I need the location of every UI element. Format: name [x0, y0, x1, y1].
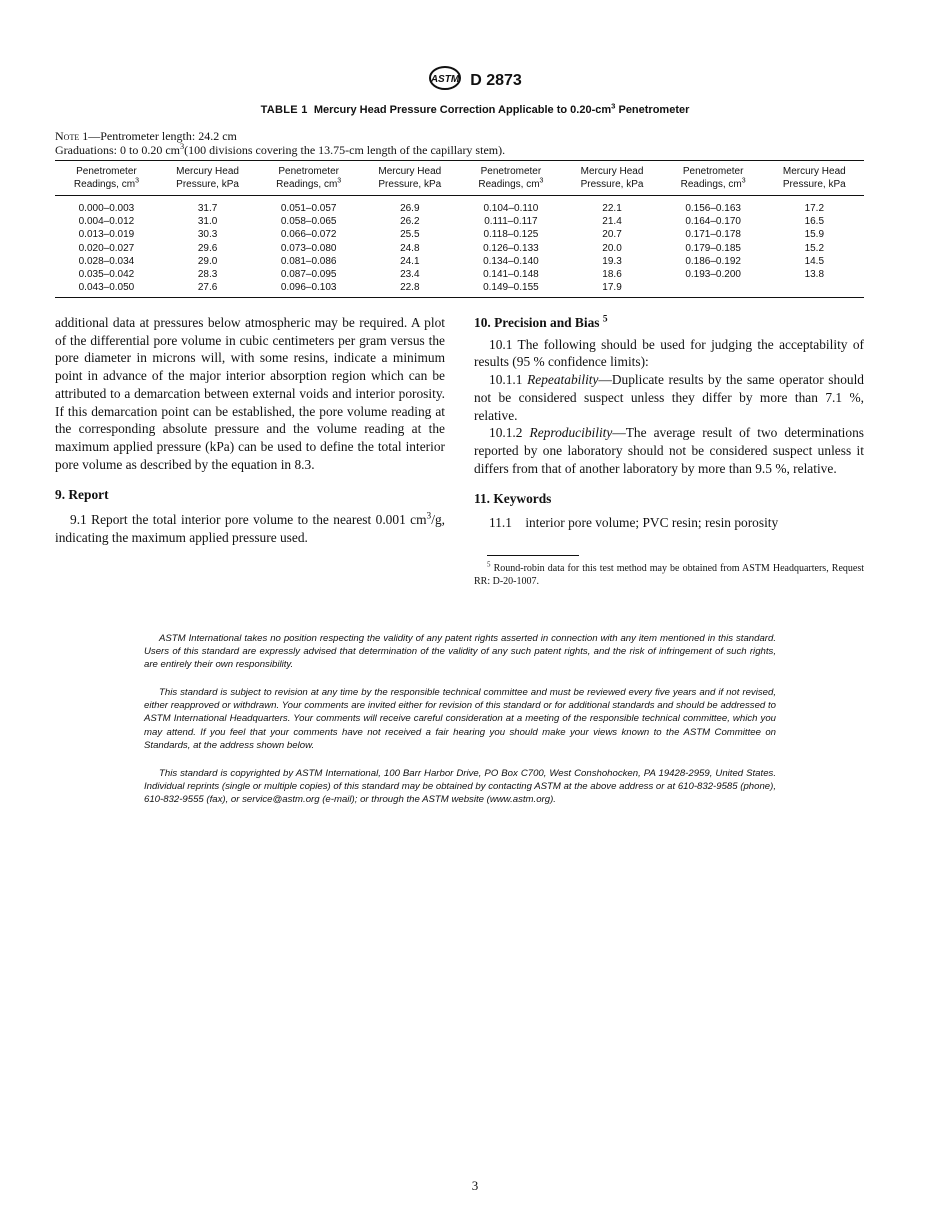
- table-cell: 0.028–0.034: [78, 255, 135, 267]
- table-cell: 0.126–0.133: [483, 242, 539, 254]
- mercury-head-table: [55, 160, 864, 298]
- table-cell: 0.020–0.027: [78, 242, 135, 254]
- table-cell: 0.186–0.192: [685, 255, 741, 267]
- table-cell: 13.8: [804, 269, 825, 281]
- table-cell: 25.5: [400, 229, 420, 241]
- table-cell: 0.058–0.065: [280, 216, 337, 228]
- table-title: TABLE 1 Mercury Head Pressure Correction Applicable to $0.20-cm^3$ Penetrometer: [260, 101, 690, 116]
- table-cell: 20.0: [602, 242, 622, 254]
- table-cell: 15.9: [804, 229, 825, 241]
- table-column-header: Mercury Head Pressure, kPa: [782, 166, 846, 190]
- paragraph-11-1: 11.1 interior pore volume; PVC resin; resin porosity: [489, 515, 779, 531]
- table-column-header: Mercury Head Pressure, kPa: [580, 166, 644, 190]
- table-column-header: Mercury Head Pressure, kPa: [176, 166, 239, 190]
- table-cell: 0.156–0.163: [685, 203, 741, 214]
- table-cell: 17.9: [602, 282, 622, 294]
- table-cell: 18.6: [602, 269, 622, 281]
- table-cell: 0.193–0.200: [685, 269, 741, 281]
- table-cell: 0.004–0.012: [78, 216, 135, 228]
- table-cell: 0.000–0.003: [78, 203, 135, 214]
- table-cell: 27.6: [197, 282, 218, 294]
- page-number: 3: [471, 1178, 479, 1193]
- table-cell: 0.013–0.019: [78, 229, 135, 241]
- section-9-heading: 9. Report: [55, 487, 109, 503]
- disclaimer-revision: This standard is subject to revision at any time by the responsible technical committee and must be reviewed every five years and if not revised, either reapproved or withdrawn. Your comments are invited either for revision of this standard or for additional standards and should be addressed to ASTM International Headquarters. Your comments will receive careful consideration at a meeting of the responsible technical committee, which you may attend. If you feel that your comments have not received a fair hearing you should make your views known to the ASTM Committee on Standards, at the address shown below.: [144, 687, 776, 751]
- table-cell: 20.7: [602, 229, 622, 241]
- paragraph-10-1-1: 10.1.1 Repeatability—Duplicate results by the same operator should not be considered suspect unless they differ by more than 7.1 %, relative.: [474, 372, 864, 423]
- table-cell: 0.111–0.117: [484, 216, 538, 228]
- table-cell: 0.073–0.080: [280, 242, 337, 254]
- table-cell: 0.149–0.155: [483, 282, 539, 294]
- right-column: [474, 314, 864, 588]
- table-cell: 22.8: [400, 282, 420, 294]
- table-cell: 23.4: [400, 269, 420, 281]
- table-cell: 0.164–0.170: [685, 216, 741, 228]
- table-cell: 26.9: [400, 203, 420, 214]
- table-cell: 22.1: [602, 203, 622, 214]
- table-cell: 0.096–0.103: [280, 282, 337, 294]
- table-cell: 17.2: [804, 203, 825, 214]
- table-cell: 0.104–0.110: [483, 203, 539, 214]
- table-row: [55, 228, 864, 241]
- table-row: [55, 215, 864, 228]
- disclaimer-patent: ASTM International takes no position respecting the validity of any patent rights asserted in connection with any item mentioned in this standard. Users of this standard are expressly advised that determination of the validity of any such patent rights, and the risk of infringement of such rights, are entirely their own responsibility.: [144, 633, 776, 671]
- disclaimer-copyright: This standard is copyrighted by ASTM International, 100 Barr Harbor Drive, PO Box C700, West Conshohocken, PA 19428-2959, United States. Individual reprints (single or multiple copies) of this standard may be obtained by contacting ASTM at the above address or at 610-832-9585 (phone), 610-832-9555 (fax), or service@astm.org (e-mail); or through the ASTM website (www.astm.org).: [144, 767, 776, 805]
- table-cell: 19.3: [602, 255, 622, 267]
- table-column-header: Penetrometer Readings, $cm^3$: [276, 166, 342, 190]
- table-cell: 0.051–0.057: [280, 203, 337, 214]
- graduations-note: Graduations: 0 to 0.20 $cm^3(100$ divisions covering the 13.75-cm length of the capillary stem).: [55, 142, 506, 157]
- table-cell: 0.043–0.050: [78, 282, 135, 294]
- astm-logo-icon: [428, 66, 462, 95]
- section-8-continuation: additional data at pressures below atmospheric may be required. A plot of the differential pore volume in cubic centimeters per gram versus the pore diameter in microns will, with some resins, indicate a minimum point in advance of the major interior absorption region which can be attributed to a demarcation between external voids and interior porosity. If this demarcation point can be established, the pore volume reading at the corresponding absolute pressure and the volume reading at the maximum applied pressure (kPa) can be used to define the total interior pore volume as described by the equation in 8.3.: [55, 315, 445, 472]
- table-cell: 15.2: [804, 242, 825, 254]
- section-10-heading: 10. Precision and Bias $^5$: [474, 314, 608, 330]
- paragraph-10-1-2: 10.1.2 Reproducibility—The average result of two determinations reported by one laboratory should not be considered suspect unless it differs from that of another laboratory by more than 9.5 %, relative.: [474, 425, 865, 476]
- table-cell: 24.8: [400, 242, 420, 254]
- left-column: [55, 314, 445, 546]
- standard-designation: D 2873: [470, 71, 522, 89]
- table-cell: 0.118–0.125: [483, 229, 539, 241]
- table-cell: 14.5: [804, 255, 825, 267]
- table-note: Note 1—Pentrometer length: 24.2 cm: [55, 129, 237, 143]
- table-cell: 0.081–0.086: [280, 255, 337, 267]
- table-cell: 0.087–0.095: [280, 269, 337, 281]
- table-cell: 21.4: [602, 216, 622, 228]
- table-column-header: Mercury Head Pressure, kPa: [378, 166, 442, 190]
- table-body: [55, 196, 864, 298]
- table-cell: 31.0: [197, 216, 218, 228]
- table-row: [55, 281, 864, 298]
- table-row: [55, 255, 864, 268]
- table-row: [55, 196, 864, 216]
- table-cell: 29.0: [197, 255, 218, 267]
- table-cell: 29.6: [197, 242, 218, 254]
- table-header-row: [55, 161, 864, 196]
- table-row: [55, 242, 864, 255]
- table-cell: 0.066–0.072: [280, 229, 337, 241]
- table-cell: 28.3: [197, 269, 218, 281]
- paragraph-9-1: 9.1 Report the total interior pore volume to the nearest 0.001 $cm^3/g$, indicating the maximum applied pressure used.: [55, 511, 445, 545]
- table-column-header: Penetrometer Readings, $cm^3$: [680, 166, 746, 190]
- table-cell: [765, 281, 864, 298]
- footnote-divider: [487, 555, 579, 556]
- section-11-heading: 11. Keywords: [474, 491, 552, 507]
- svg-text:ASTM: ASTM: [431, 74, 460, 85]
- table-cell: 24.1: [400, 255, 420, 267]
- astm-disclaimers: [144, 632, 776, 821]
- paragraph-10-1: 10.1 The following should be used for judging the acceptability of results (95 % confidence limits):: [474, 336, 864, 370]
- table-column-header: Penetrometer Readings, $cm^3$: [478, 166, 544, 190]
- table-cell: 0.134–0.140: [483, 255, 539, 267]
- table-cell: 0.141–0.148: [483, 269, 539, 281]
- table-cell: 16.5: [804, 216, 825, 228]
- table-cell: 30.3: [197, 229, 218, 241]
- table-cell: 0.035–0.042: [78, 269, 135, 281]
- table-cell: [662, 281, 765, 298]
- table-cell: 0.171–0.178: [685, 229, 741, 241]
- page-header: [0, 66, 950, 95]
- table-notes: [55, 129, 505, 157]
- table-cell: 26.2: [400, 216, 420, 228]
- table-row: [55, 268, 864, 281]
- table-cell: 31.7: [197, 203, 218, 214]
- table-column-header: Penetrometer Readings, $cm^3$: [73, 166, 139, 190]
- footnote-5: $^5$ Round-robin data for this test method may be obtained from ASTM Headquarters, Request RR: D-20-1007.: [474, 560, 864, 587]
- table-cell: 0.179–0.185: [685, 242, 741, 254]
